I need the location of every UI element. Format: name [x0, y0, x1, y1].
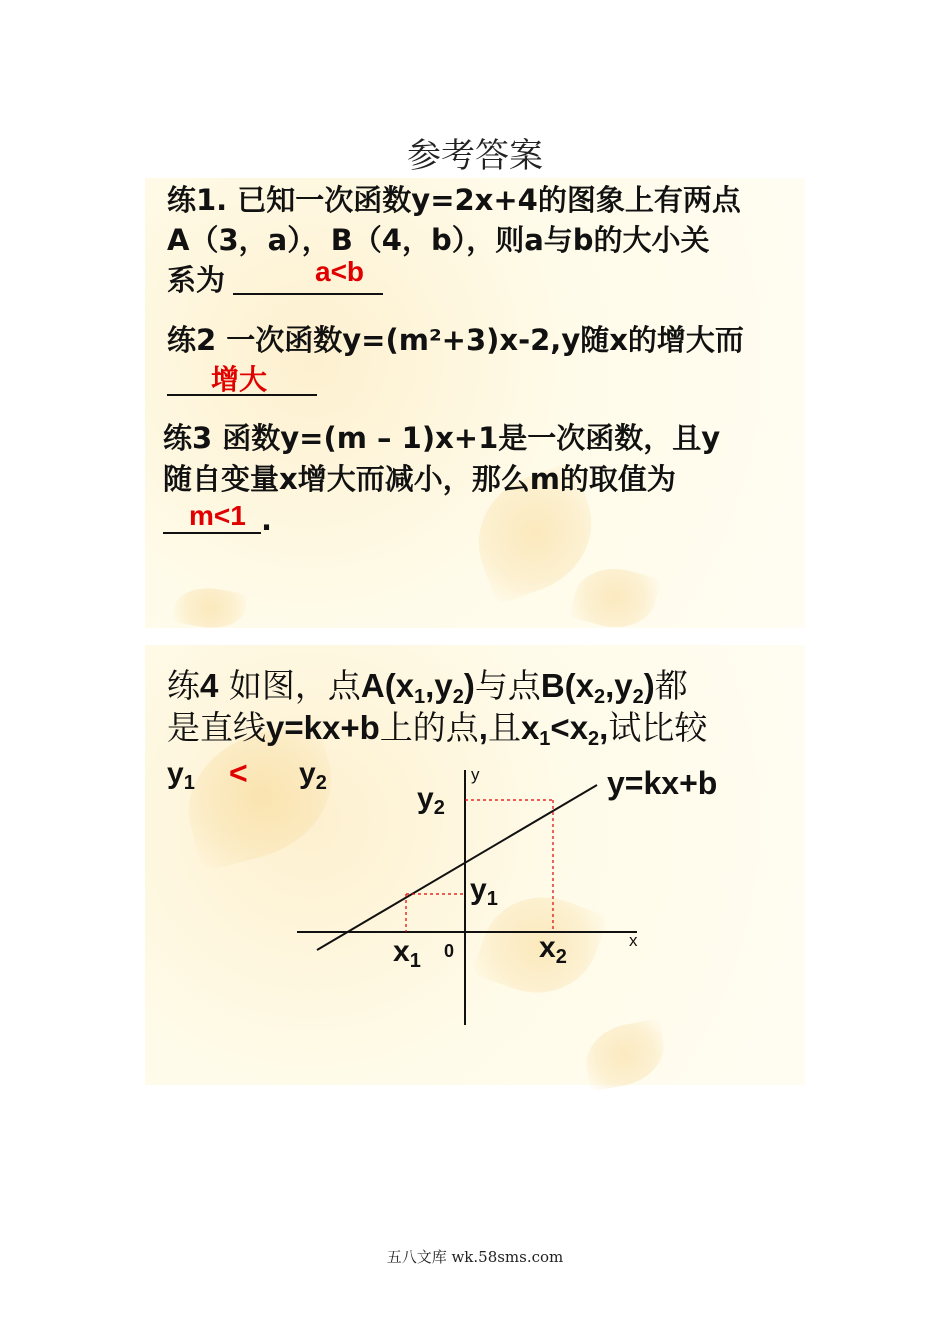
exercise-slide-2 [145, 645, 805, 1085]
origin-label: 0 [444, 941, 455, 961]
y1-label: $y_1$ [470, 873, 498, 910]
q4-line-2: 是直线y=kx+b上的点,且$x_1<x_2$,试比较 [167, 708, 708, 750]
line-y-kx-b [317, 785, 597, 950]
x2-label: $x_2$ [539, 931, 567, 968]
page-title: 参考答案 [407, 136, 543, 176]
leaf-decoration [172, 582, 248, 634]
linear-function-graph [145, 645, 805, 1085]
x1-label: $x_1$ [393, 935, 421, 972]
x-axis-label: x [629, 931, 638, 950]
q3-end: . [261, 503, 273, 537]
leaf-decoration [569, 559, 662, 638]
q3-line-2: 随自变量x增大而减小，那么m的取值为 [163, 462, 676, 496]
q3-blank [163, 532, 261, 534]
q3-line-1: 练3 函数y=(m – 1)x+1是一次函数，且y [163, 421, 721, 455]
q4-compare-left: $y_1$ [167, 757, 195, 794]
q1-blank [233, 293, 383, 295]
q2-answer: 增大 [211, 363, 268, 396]
q4-line-1: 练4 如图，点$A(x_1,y_2)$与点$B(x_2,y_2)$都 [167, 666, 688, 708]
y2-label: $y_2$ [417, 782, 445, 819]
q1-line-1: 练1. 已知一次函数y=2x+4的图象上有两点 [167, 183, 741, 217]
q2-line-1: 练2 一次函数y=(m²+3)x-2,y随x的增大而 [167, 323, 744, 357]
exercise-slide-1 [145, 178, 805, 628]
q1-answer: a<b [315, 256, 365, 287]
line-equation-label: y=kx+b [607, 765, 718, 801]
q3-answer: m<1 [189, 500, 246, 531]
y-axis-label: y [471, 765, 480, 784]
q1-line-3: 系为 [167, 263, 226, 297]
q1-line-2: A（3，a），B（4，b），则a与b的大小关 [167, 223, 710, 257]
footer-source: 五八文库 wk.58sms.com [386, 1248, 564, 1266]
q4-answer: < [229, 755, 248, 791]
q4-compare-right: $y_2$ [299, 757, 327, 794]
